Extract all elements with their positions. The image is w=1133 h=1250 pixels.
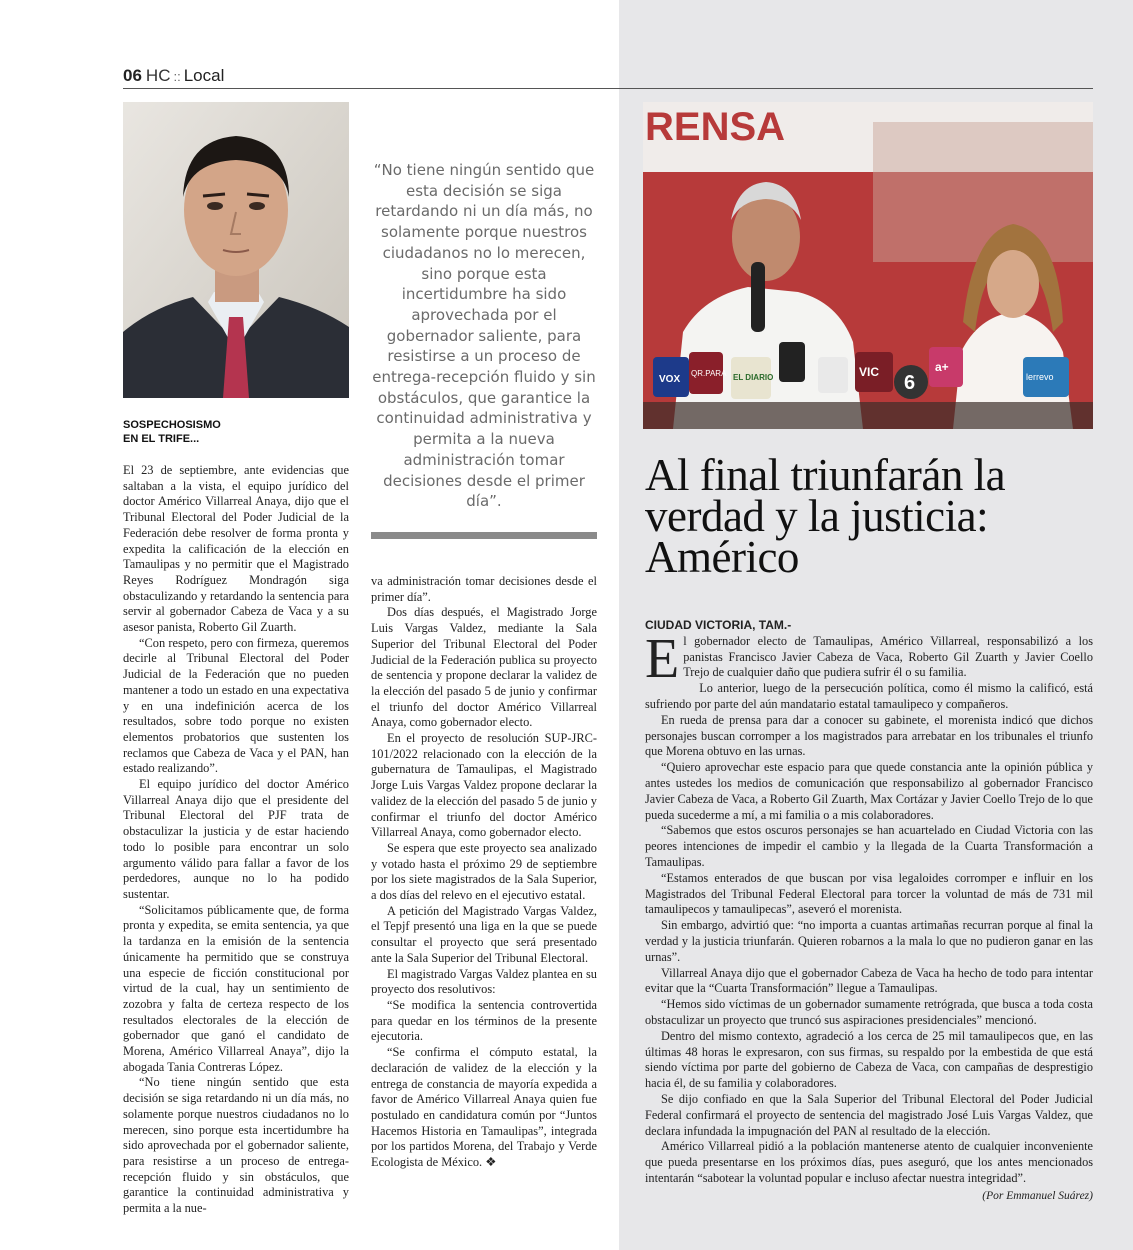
mic-label: 6 bbox=[904, 372, 916, 394]
lead-text: l gobernador electo de Tamaulipas, Américo Villarreal, responsabilizó a los panistas Francisco Javier Cabeza de Vaca, Roberto Gil Zuarth y Javier Coello Trejo de cualquier daño que pudiera sufrir él o su familia. bbox=[683, 633, 1093, 680]
paragraph: “Sabemos que estos oscuros personajes se han acuartelado en Ciudad Victoria con las peores intenciones de impedir el cambio y la llegada de la Cuarta Transformación a Tamaulipas. bbox=[645, 823, 1093, 869]
paragraph: En el proyecto de resolución SUP-JRC-101/2022 relacionado con la elección de la gubernatura de Tamaulipas, el Magistrado Jorge Luis Vargas Valdez propone declarar la validez de la elección del pasado 5 de junio y confirmar el triunfo del doctor Américo Villarreal Anaya, como gobernador electo. bbox=[371, 731, 597, 840]
paragraph: “Se modifica la sentencia controvertida para quedar en los términos de la presente ejecutoria. bbox=[371, 997, 597, 1044]
paragraph: El equipo jurídico del doctor Américo Villarreal Anaya dijo que el presidente del Tribunal Electoral del PJF trata de obstaculizar la justicia y de estar haciendo todo lo posible para encontrar un solo argumento válido para fallar a favor de los perdedores, aunque no lo ha podido sustentar. bbox=[123, 777, 349, 901]
paragraph: El 23 de septiembre, ante evidencias que saltaban a la vista, el equipo jurídico del doctor Américo Villarreal Anaya, dijo que el Tribunal Electoral del Poder Judicial de la Federación debe resolver de forma pronta y expedita la calificación de la elección en Tamaulipas y no permitir que el Magistrado Reyes Rodríguez Mondragón siga obstaculizando y retardando la sentencia para servir al gobernador Cabeza de Vaca y a su asesor panista, Roberto Gil Zuarth. bbox=[123, 463, 349, 635]
paragraph: “Hemos sido víctimas de un gobernador sumamente retrógrada, que busca a toda costa obstaculizar un proyecto que truncó sus aspiraciones presidenciales” mencionó. bbox=[645, 997, 1093, 1027]
brand-logo: HC bbox=[145, 66, 171, 85]
mic-label: QR.PARA bbox=[691, 369, 727, 378]
dateline: CIUDAD VICTORIA, TAM.- bbox=[645, 618, 792, 632]
paragraph: En rueda de prensa para dar a conocer su gabinete, el morenista indicó que dichos personajes buscan corromper a los magistrados para arrebatar en los tribunales el triunfo que Morena obtuvo en las urnas. bbox=[645, 712, 1093, 759]
paragraph: “Se confirma el cómputo estatal, la declaración de validez de la elección y la entrega de constancia de mayoría expedida a favor de Américo Villarreal Anaya quien fue postulado en candidatura común por “Juntos Hacemos Historia en Tamaulipas”, integrada por los partidos Morena, del Trabajo y Verde Ecologista de México. ❖ bbox=[371, 1045, 597, 1170]
mic-label: EL DIARIO bbox=[733, 373, 774, 382]
mic-label: a+ bbox=[935, 360, 949, 374]
pull-quote: “No tiene ningún sentido que esta decisión se siga retardando ni un día más, no solamente porque nuestros ciudadanos no lo merecen, sino porque esta incertidumbre ha sido aprovechada por el gobernador saliente, para resistirse a un proceso de entrega-recepción fluido y sin obstáculos, que garantice la continuidad administrativa y permita a la nueva administración tomar decisiones desde el primer día”. bbox=[372, 161, 596, 511]
paragraph: Villarreal Anaya dijo que el gobernador Cabeza de Vaca ha hecho de todo para intentar evitar que la “Cuarta Transformación” llegue a Tamaulipas. bbox=[645, 965, 1093, 996]
lead-paragraph bbox=[645, 627, 1093, 690]
mic-label: lerrevo bbox=[1026, 372, 1054, 382]
paragraph: “Con respeto, pero con firmeza, queremos decirle al Tribunal Electoral del Poder Judicial de la Federación que no pueden mantener a todo un estado en una expectativa y en una indefinición acerca de los resultados, sobre todo porque no existen elementos probatorios que sustenten los reclamos que Cabeza de Vaca y el PAN, han estado realizando”. bbox=[123, 635, 349, 776]
pull-quote-rule bbox=[371, 532, 597, 539]
paragraph: Lo anterior, luego de la persecución política, como él mismo la calificó, está sufriendo por parte del aún mandatario estatal tamaulipeco y compañeros. bbox=[645, 681, 1093, 711]
paragraph: va administración tomar decisiones desde el primer día”. bbox=[371, 574, 597, 604]
paragraph: Dos días después, el Magistrado Jorge Luis Vargas Valdez, mediante la Sala Superior del Tribunal Electoral del Poder Judicial de la Federación publica su proyecto de sentencia y propone declarar la validez de la elección del pasado 5 de junio y confirmar el triunfo del doctor Américo Villarreal Anaya, como gobernador electo. bbox=[371, 605, 597, 730]
portrait-photo bbox=[123, 102, 349, 398]
paragraph: Se dijo confiado en que la Sala Superior del Tribunal Electoral del Poder Judicial Federal confirmará el proyecto de sentencia del magistrado José Luis Vargas Valdez, que declara infundada la impugnación del PAN al resultado de la elección. bbox=[645, 1091, 1093, 1138]
mic-label: VIC bbox=[859, 365, 880, 379]
paragraph: “Solicitamos públicamente que, de forma pronta y expedita, se emita sentencia, ya que la tardanza en la emisión de la sentencia únicamente ha permitido que se construya una especie de ficción constitucional por virtud de la cual, hay un sentimiento de zozobra y falta de certeza respecto de los resultados electorales de la elección de gobernador que ganó el candidato de Morena, Américo Villarreal Anaya”, dijo la abogada Tania Contreras López. bbox=[123, 902, 349, 1074]
backdrop-text: RENSA bbox=[645, 105, 786, 149]
section-name: Local bbox=[183, 66, 225, 85]
sidebar-column-2 bbox=[371, 574, 597, 1171]
page-number: 06 bbox=[123, 66, 142, 85]
page-header bbox=[123, 66, 1093, 89]
paragraph: El magistrado Vargas Valdez plantea en su proyecto dos resolutivos: bbox=[371, 966, 597, 997]
article-body bbox=[645, 618, 1093, 1204]
paragraph: A petición del Magistrado Vargas Valdez, el Tepjf presentó una liga en la que se puede consultar el proyecto que será presentado ante la Sala Superior del Tribunal Electoral. bbox=[371, 903, 597, 965]
paragraph: “Quiero aprovechar este espacio para que quede constancia ante la opinión pública y antes ustedes los medios de comunicación que responsabilizo al gobernador Francisco Javier Cabeza de Vaca, a Roberto Gil Zuarth, Max Cortázar y Javier Coello Trejo de lo que pueda sucederme a mí, a mi familia o a mis colaboradores. bbox=[645, 760, 1093, 822]
caption-line: EN EL TRIFE... bbox=[123, 433, 200, 445]
press-conference-photo bbox=[643, 102, 1093, 429]
sidebar-column-1 bbox=[123, 463, 349, 1217]
drop-cap: E bbox=[645, 627, 680, 690]
byline: (Por Emmanuel Suárez) bbox=[982, 1189, 1093, 1202]
mic-label: VOX bbox=[659, 374, 681, 385]
paragraph: “Estamos enterados de que buscan por visa legaloides corromper e influir en los Magistrados del Tribunal Federal Electoral para torcer la voluntad de más de 731 mil tamaulipecos y tamaulipecas”, aseveró el morenista. bbox=[645, 870, 1093, 917]
paragraph: “No tiene ningún sentido que esta decisión se siga retardando ni un día más, no solamente porque nuestros ciudadanos no lo merecen, sino porque esta incertidumbre ha sido aprovechada por el gobernador saliente, para resistirse a un proceso de entrega-recepción fluido y sin obstáculos, que garantice la continuidad administrativa y permita a la nue- bbox=[123, 1075, 349, 1216]
paragraph: Se espera que este proyecto sea analizado y votado hasta el próximo 29 de septiembre por los siete magistrados de la Sala Superior, a dos días del relevo en el ejecutivo estatal. bbox=[371, 840, 597, 903]
portrait-caption bbox=[123, 418, 349, 446]
article-headline: Al final triunfarán la verdad y la justicia: Américo bbox=[645, 450, 1006, 582]
separator-icon: :: bbox=[173, 69, 181, 84]
caption-line: SOSPECHOSISMO bbox=[123, 419, 221, 431]
paragraph: Dentro del mismo contexto, agradeció a los cerca de 25 mil tamaulipecos que, en las últimas 48 horas le expresaron, con sus firmas, su respaldo por la embestida de que está siendo víctima por parte del gobierno de Cabeza de Vaca, con campañas de desprestigio hacia él, de su familia y colaboradores. bbox=[645, 1028, 1093, 1091]
paragraph: Sin embargo, advirtió que: “no importa a cuantas artimañas recurran porque al final la verdad y la justicia triunfarán. Quieren robarnos a la mala lo que no pudieron ganar en las urnas”. bbox=[645, 918, 1093, 964]
paragraph: Américo Villarreal pidió a la población mantenerse atento de cualquier inconveniente que pueda presentarse en los próximos días, pues aseguró, que los antes mencionados intentarán “sabotear la voluntad popular e incluso afectar nuestra integridad”. bbox=[645, 1139, 1093, 1185]
